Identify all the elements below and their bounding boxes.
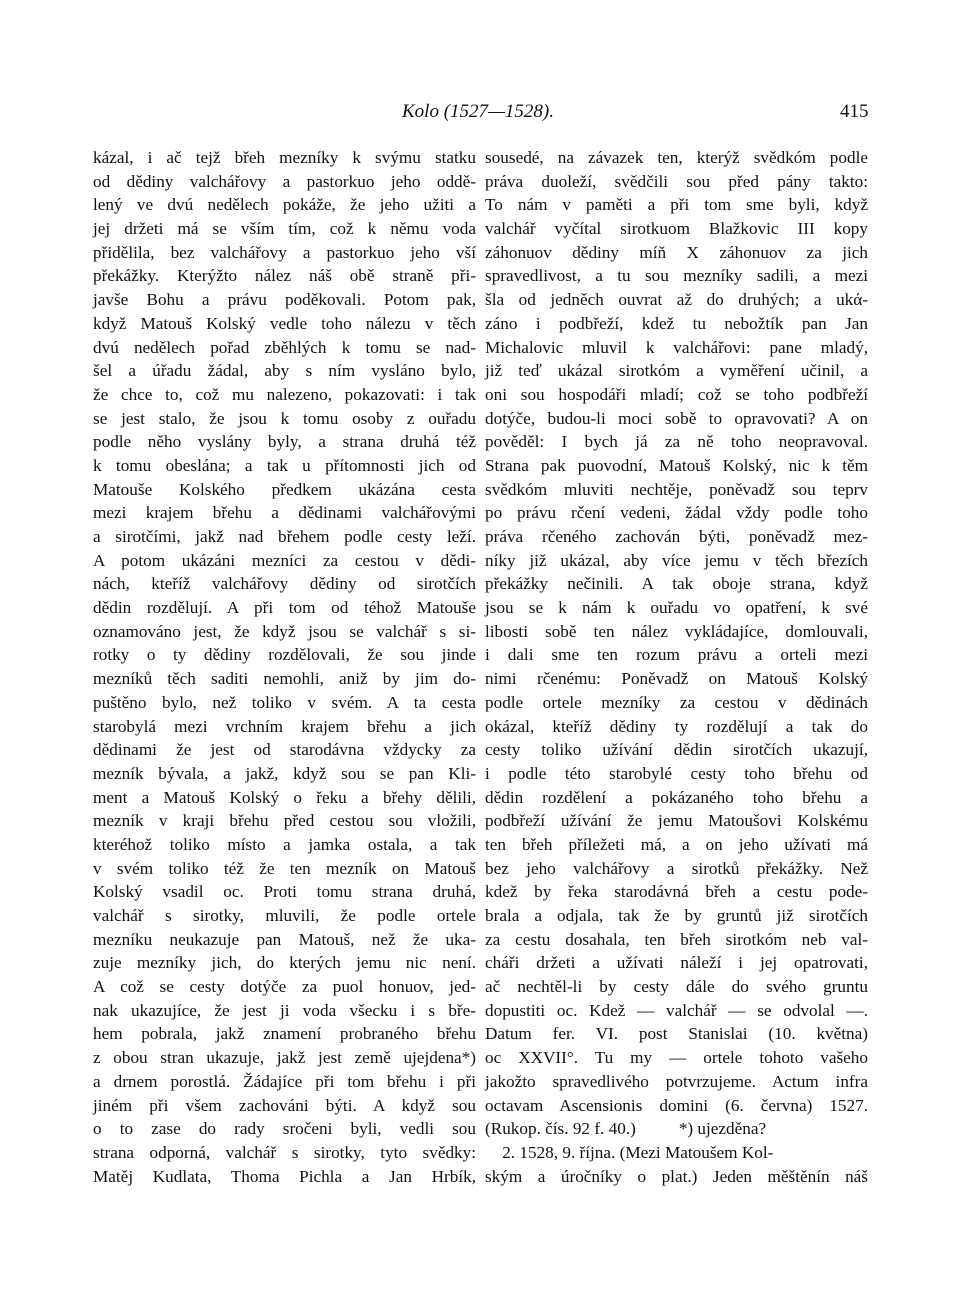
text-line: k tomu obeslána; a tak u přítomnosti jich od	[93, 455, 476, 475]
text-line: za cestu dosahala, ten břeh sirotkóm neb val-	[485, 929, 868, 949]
text-line: puštěno bylo, než toliko v svém. A ta cesta	[93, 692, 476, 712]
text-line: spravedlivost, a tu sou mezníky sadili, a mezi	[485, 266, 868, 286]
text-line: A potom ukázáni mezníci za cestou v dědi-	[93, 550, 476, 570]
text-line: v svém toliko též že ten mezník on Matouš	[93, 858, 476, 878]
text-line: šel a úřadu žádal, aby s ním vysláno bylo,	[93, 361, 476, 381]
text-line: Strana pak puovodní, Matouš Kolský, nic k těm	[485, 455, 868, 475]
text-line: mezníků těch saditi nemohli, aniž by jim do-	[93, 669, 476, 689]
text-line: přidělila, bez valchářovy a pastorkuo jeho vší	[93, 242, 476, 262]
text-line: octavam Ascensionis domini (6. června) 1527.	[485, 1095, 868, 1115]
left-column-text	[93, 146, 476, 1188]
text-line: i podle této starobylé cesty toho břehu od	[485, 763, 868, 783]
text-line: podle ortele mezníky za cestou v dědinách	[485, 692, 868, 712]
text-line: valchář vyčítal sirotkuom Blažkovic III kopy	[485, 219, 868, 239]
text-line: podbřeží užívání že jemu Matoušovi Kolskému	[485, 811, 868, 831]
text-line: oc XXVII°. Tu my — ortele tohoto vašeho	[485, 1048, 868, 1068]
text-line: jsou se k nám k ouřadu vo opatření, k své	[485, 598, 868, 618]
text-line: mezník bývala, a jakž, když sou se pan Kli-	[93, 763, 476, 783]
text-line: dopustiti oc. Kdež — valchář — se odvolal —.	[485, 1000, 868, 1020]
text-line: sousedé, na závazek ten, kterýž svědkóm podle	[485, 148, 868, 167]
page-number: 415	[840, 101, 869, 122]
text-line: níky již ukázal, aby více jemu v těch březích	[485, 550, 868, 570]
text-line: dotýče, budou-li moci sobě to opravovati? A on	[485, 408, 868, 428]
text-line: oznamováno jest, že když jsou se valchář s si-	[93, 621, 476, 641]
text-line: (Rukop. čís. 92 f. 40.) *) ujezděna?	[485, 1119, 767, 1139]
text-line: práva rčeného zachován býti, poněvadž mez-	[485, 527, 868, 546]
text-line: libosti sobě ten nález vykládajíce, domlouvali,	[485, 621, 868, 641]
text-line: záno i podbřeží, kdež tu nebožtík pan Jan	[485, 313, 868, 333]
text-line: se jest stalo, že jsou k tomu osoby z ouřadu	[93, 408, 476, 428]
text-line: starobylá mezi vrchním krajem břehu a jich	[93, 716, 476, 736]
text-line: již teď ukázal sirotkóm a vyměření učinil, a	[485, 361, 868, 381]
right-column-text	[485, 146, 868, 1188]
text-line: mezníku neukazuje pan Matouš, než že uka-	[93, 929, 476, 949]
text-line: strana odporná, valchář s sirotky, tyto svědky:	[93, 1142, 476, 1162]
running-head: Kolo (1527—1528).	[402, 101, 554, 122]
text-line: rotky o ty dědiny rozdělovali, že sou jinde	[93, 645, 476, 665]
text-line: dědin rozdělují. A při tom od téhož Matouše	[93, 598, 476, 618]
text-line: po právu rčení vedeni, žádal vždy podle toho	[485, 503, 868, 523]
text-line: pověděl: I bych já za ně toho neopravoval.	[485, 432, 868, 452]
text-line: kázal, i ač tejž břeh mezníky k svýmu statku	[93, 148, 476, 167]
text-line: valchář s sirotky, mluvili, že podle ortele	[93, 906, 476, 925]
text-line: od dědiny valchářovy a pastorkuo jeho oddě-	[93, 171, 476, 191]
text-line: svědkóm mluviti nechtěje, poněvadž sou teprv	[485, 479, 868, 499]
text-line: Matěj Kudlata, Thoma Pichla a Jan Hrbík,	[93, 1166, 476, 1186]
text-line: jakožto spravedlivého potvrzujeme. Actum infra	[485, 1071, 868, 1091]
text-line: nimi rčenému: Poněvadž on Matouš Kolský	[485, 669, 868, 689]
text-line: bez jeho valchářovy a sirotků překážky. Než	[485, 858, 868, 878]
text-line: dědin rozdělení a pokázaného toho břehu a	[485, 787, 868, 807]
text-line: Matouše Kolského předkem ukázána cesta	[93, 479, 476, 499]
text-line: A což se cesty dotýče za puol honuov, jed-	[93, 977, 476, 997]
text-line: a drnem porostlá. Žádajíce při tom břehu i při	[93, 1071, 476, 1091]
text-line: práva duoleží, svědčili sou před pány takto:	[485, 171, 868, 191]
text-line: dědinami že jest od starodávna vždycky za	[93, 740, 476, 760]
text-line: To nám v paměti a při tom sme byli, když	[485, 195, 868, 215]
text-line: překážky. Kterýžto nález náš obě straně při-	[93, 266, 476, 286]
text-line: ten břeh příležeti má, a on jeho užívati má	[485, 834, 868, 854]
text-line: javše Bohu a právu poděkovali. Potom pak,	[93, 290, 476, 310]
text-line: a sirotčími, jakž nad břehem podle cesty leží.	[93, 527, 476, 546]
text-line: ač nechtěl-li by cesty dále do svého gruntu	[485, 977, 868, 997]
text-line: podle něho vyslány byly, a strana druhá též	[93, 432, 476, 452]
text-line: ským a úročníky o plat.) Jeden měštěnín náš	[485, 1166, 868, 1186]
text-line: hem pobrala, jakž znamení probraného břehu	[93, 1024, 476, 1044]
text-line: brala a odjala, tak že by gruntů již sirotčích	[485, 906, 868, 925]
text-line: když Matouš Kolský vedle toho nálezu v těch	[93, 313, 476, 333]
text-line: 2. 1528, 9. října. (Mezi Matoušem Kol-	[485, 1142, 774, 1162]
text-line: z obou stran ukazuje, jakž jest země ujejdena*)	[93, 1048, 476, 1068]
text-line: jej držeti má se vším tím, což k němu voda	[93, 219, 476, 239]
text-line: jiném při všem zachováni býti. A když sou	[93, 1095, 476, 1115]
text-line: záhonuov dědiny míň X záhonuov za jich	[485, 242, 868, 262]
text-line: nách, kteříž valchářovy dědiny od sirotčích	[93, 574, 476, 594]
text-line: cesty toliko užívání dědin sirotčích ukazují,	[485, 740, 868, 760]
text-line: zuje mezníky jich, do kterých jemu nic není.	[93, 953, 476, 973]
text-line: lený ve dvú nedělech pokáže, že jeho užiti a	[93, 195, 476, 215]
text-line: kteréhož toliko místo a jamka ostala, a tak	[93, 834, 476, 854]
text-line: oni sou hospodáři mladí; což se toho podbřeží	[485, 384, 868, 404]
text-line: ment a Matouš Kolský o řeku a břehy dělili,	[93, 787, 476, 807]
text-line: šla od jedněch ouvrat až do druhých; a ukά-	[485, 290, 868, 310]
text-line: o to zase do rady sročeni byli, vedli sou	[93, 1119, 476, 1139]
text-line: Michalovic mluvil k valchářovi: pane mladý,	[485, 337, 868, 357]
text-line: mezi krajem břehu a dědinami valchářovými	[93, 503, 476, 523]
text-line: kdež by řeka starodávná břeh a cestu pode-	[485, 882, 868, 902]
text-line: Datum fer. VI. post Stanislai (10. května)	[485, 1024, 868, 1044]
text-line: mezník v kraji břehu před cestou sou vložili,	[93, 811, 476, 831]
text-line: že chce to, což mu nalezeno, pokazovati: i tak	[93, 384, 476, 404]
text-line: Kolský vsadil oc. Proti tomu strana druhá,	[93, 882, 476, 902]
text-line: i dali sme ten rozum právu a orteli mezi	[485, 645, 868, 665]
text-line: překážky nečinili. A tak oboje strana, když	[485, 574, 868, 594]
text-line: dvú nedělech pořad zběhlých k tomu se nad-	[93, 337, 476, 357]
text-line: nak ukazujíce, že jest ji voda všecku i s bře-	[93, 1000, 476, 1020]
text-line: cháři držeti a užívati náleží i jej opatrovati,	[485, 953, 868, 973]
text-line: okázal, kteříž dědiny ty rozdělují a tak do	[485, 716, 868, 736]
